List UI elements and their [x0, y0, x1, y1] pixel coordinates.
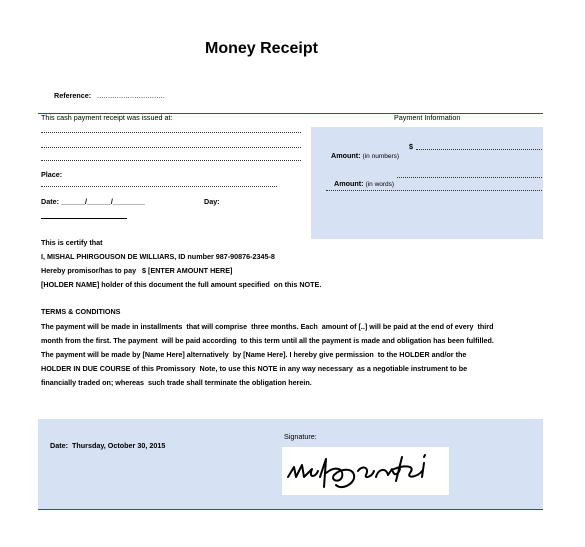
issued-line-2[interactable]	[41, 147, 301, 149]
signature-label: Signature:	[284, 432, 317, 441]
issued-text: This cash payment receipt was issued at:	[41, 113, 173, 122]
day-underline[interactable]	[41, 218, 127, 219]
certify-line-3: Hereby promisor/has to pay $ [ENTER AMOUNT HERE]	[41, 266, 233, 275]
certify-line-4: [HOLDER NAME] holder of this document the full amount specified on this NOTE.	[41, 280, 322, 289]
signature-box	[282, 447, 449, 495]
amount-words-hint: (in words)	[365, 181, 395, 188]
terms-line-3: The payment will be made by [Name Here] alternatively by [Name Here]. I hereby give permission to the HOLDER and/or the	[41, 350, 467, 359]
place-label: Place:	[41, 170, 63, 179]
signature-image	[282, 447, 449, 495]
footer-date-value: Thursday, October 30, 2015	[71, 441, 166, 450]
footer-date-row	[42, 432, 165, 459]
amount-numbers-label: Amount:	[331, 151, 361, 160]
certify-line-1: This is certify that	[41, 238, 103, 247]
day-label: Day:	[204, 197, 220, 206]
terms-heading: TERMS & CONDITIONS	[41, 307, 121, 316]
payment-info-label: Payment Information	[394, 113, 461, 122]
issued-line-3[interactable]	[41, 160, 301, 162]
place-line[interactable]	[41, 186, 277, 188]
terms-line-4: HOLDER IN DUE COURSE of this Promissory Note, to use this NOTE in any way necessary as a negotiable instrument to be	[41, 364, 468, 373]
reference-label: Reference:	[54, 91, 92, 100]
amount-numbers-row	[323, 142, 399, 170]
footer-date-label: Date:	[50, 441, 68, 450]
terms-line-2: month from the first. The payment will be paid according to this term until all the payment is made and obligation has been fulfilled.	[41, 336, 494, 345]
amount-numbers-line[interactable]	[416, 149, 542, 151]
issued-line-1[interactable]	[41, 132, 301, 134]
amount-words-row	[326, 170, 394, 198]
amount-numbers-hint: (in numbers)	[362, 153, 400, 160]
amount-words-line-1[interactable]	[397, 177, 542, 179]
date-field[interactable]: Date: ______/______/________	[41, 197, 145, 206]
amount-words-label: Amount:	[334, 179, 364, 188]
page-title: Money Receipt	[205, 40, 318, 57]
certify-line-2: I, MISHAL PHIRGOUSON DE WILLIARS, ID number 987-90876-2345-8	[41, 252, 275, 261]
terms-line-5: financially traded on; whereas such trade shall terminate the obligation herein.	[41, 378, 312, 387]
currency-sign: $	[409, 142, 413, 151]
reference-field[interactable]: ...............................	[97, 91, 166, 100]
terms-line-1: The payment will be made in installments that will comprise three months. Each amount of [..] will be paid at the end of every third	[41, 322, 494, 331]
amount-words-line-2[interactable]	[326, 190, 542, 192]
